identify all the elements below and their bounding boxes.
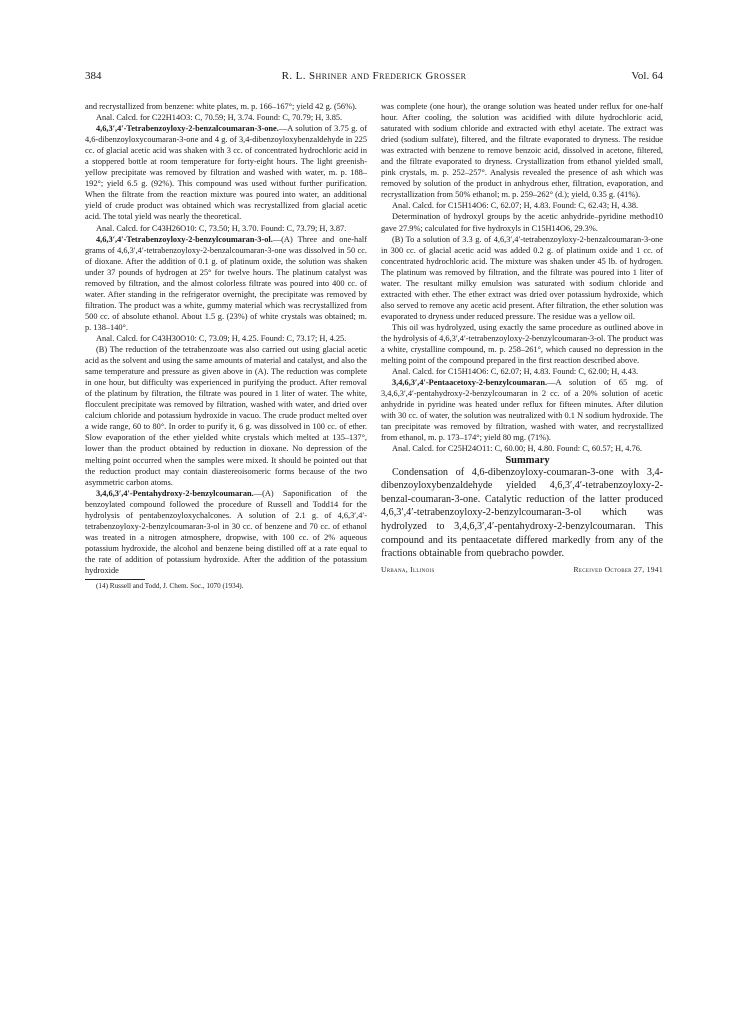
paragraph: [85, 123, 367, 222]
paragraph: and recrystallized from benzene: white plates, m. p. 166–167°; yield 42 g. (56%).: [85, 102, 357, 111]
running-header: [85, 70, 663, 86]
paragraph: [85, 234, 367, 333]
footnote-rule: [85, 579, 145, 580]
paragraph: This oil was hydrolyzed, using exactly the same procedure as outlined above in the hydrolysis of 4,6,3′,4′-tetrabenzoyloxy-2-benzylcoumaran-3-ol. The product was a white, crystalline compound, m. p. 258–261°, which caused no depression in the melting point of the compound prepared in the first reaction described above.: [381, 322, 664, 366]
right-column: [381, 101, 663, 576]
paragraph: was complete (one hour), the orange solution was heated under reflux for one-half hour. After cooling, the solution was acidified with dilute hydrochloric acid, saturated with sodium chloride and extracted with ethyl acetate. The extract was dried (sodium sulfate), filtered, and the filtrate evaporated to dryness. The residue was extracted with benzene to remove benzoic acid, dissolved in acetone, filtered, and the filtrate evaporated to dryness. Crystallization from ethanol yielded small, pink crystals, m. p. 252–257°. Analysis revealed the presence of ash which was removed by solution of the product in anhydrous ether, filtration, evaporation, and recrystallization from 50% ethanol; m. p. 259–262° (d.); yield, 0.35 g. (41%).: [381, 102, 663, 200]
volume-label: Vol. 64: [631, 70, 663, 82]
summary-text: Condensation of 4,6-dibenzoyloxy-coumaran-3-one with 3,4-dibenzoyloxybenzaldehyde yielded 4,6,3′,4′-tetrabenzoyloxy-2-benzal-coumaran-3-one. Catalytic reduction of the latter produced 4,6,3′,4′-tetrabenzoyloxy-2-benzylcoumaran-3-ol which was hydrolyzed to 3,4,6,3′,4′-pentahydroxy-2-benzylcoumaran. This compound and its pentaacetate differed markedly from any of the fractions obtainable from quebracho powder.: [381, 466, 663, 560]
analysis-paragraph: Anal. Calcd. for C15H14O6: C, 62.07; H, 4.83. Found: C, 62.00; H, 4.43.: [392, 367, 639, 377]
footnote: (14) Russell and Todd, J. Chem. Soc., 1070 (1934).: [96, 582, 244, 591]
running-title: R. L. Shriner and Frederick Grosser: [281, 70, 467, 82]
left-column: [85, 101, 367, 591]
analysis-paragraph: Anal. Calcd. for C43H26O10: C, 73.50; H, 3.70. Found: C, 73.79; H, 3.87.: [96, 223, 347, 233]
paragraph-body: —A solution of 3.75 g. of 4,6-dibenzoyloxycoumaran-3-one and 4 g. of 3,4-dibenzoyloxybenzaldehyde in 225 cc. of glacial acetic acid was shaken with 3 cc. of concentrated hydrochloric acid in a stoppered bottle at room temperature for forty-eight hours. The light greenish-yellow precipitate was removed by filtration and washed with water, m. p. 188–192°; yield 6.5 g. (92%). This compound was used without further purification. When the filtrate from the reaction mixture was poured into water, an additional yield of crude product was obtained which was recrystallized from glacial acetic acid. The total yield was nearly the theoretical.: [85, 124, 367, 222]
summary-heading: Summary: [505, 454, 550, 466]
analysis-paragraph: Anal. Calcd. for C15H14O6: C, 62.07; H, 4.83. Found: C, 62.43; H, 4.38.: [392, 201, 639, 211]
compound-heading: 3,4,6,3′,4′-Pentahydroxy-2-benzylcoumaran.: [96, 488, 254, 498]
paragraph: [85, 488, 367, 576]
paragraph: [381, 377, 663, 443]
paragraph-body: —(A) Three and one-half grams of 4,6,3′,4′-tetrabenzoyloxy-2-benzalcoumaran-3-one was dissolved in 50 cc. of dioxane. After the addition of 0.1 g. of platinum oxide, the solution was shaken under 37 pounds of hydrogen at 25° for twelve hours. The platinum catalyst was removed by filtration, and the almost colorless filtrate was poured into 400 cc. of water. After standing in the refrigerator overnight, the precipitate was removed by filtration. The product was a white, gummy material which was recrystallized from 500 cc. of absolute ethanol. About 1.5 g. (23%) of white crystals was obtained; m. p. 138–140°.: [85, 234, 367, 332]
page-number: 384: [85, 70, 102, 82]
location: Urbana, Illinois: [381, 564, 435, 574]
received-date: Received October 27, 1941: [573, 564, 663, 574]
analysis-paragraph: Anal. Calcd. for C25H24O11: C, 60.00; H, 4.80. Found: C, 60.57; H, 4.76.: [392, 444, 642, 454]
paragraph: (B) The reduction of the tetrabenzoate was also carried out using glacial acetic acid as the solvent and using the same amounts of material and catalyst, and also the same temperature and pressure as given above in (A). The reduction was complete in one hour, but difficulty was experienced in purifying the product. After removal of the platinum by filtration, the filtrate was poured in 1 liter of water. The white, flocculent precipitate was removed by filtration, washed with water, and dried over calcium chloride and potassium hydroxide in vacuo. The crude product melted over a wide range, 60 to 80°. In order to purify it, 6 g. was dissolved in 100 cc. of ether. Slow evaporation of the ether yielded white crystals which melted at 135–137°, lower than the product obtained by reduction in dioxane. No depression of the melting point occurred when the samples were mixed. It should be pointed out that the reduction product may contain diastereoisomeric forms because of the two asymmetric carbon atoms.: [85, 345, 367, 487]
signature-line: [381, 564, 663, 576]
analysis-paragraph: Anal. Calcd. for C43H30O10: C, 73.09; H, 4.25. Found: C, 73.17; H, 4.25.: [96, 333, 347, 343]
compound-heading: 4,6,3′,4′-Tetrabenzoyloxy-2-benzalcoumaran-3-one.: [96, 124, 279, 134]
paragraph: Determination of hydroxyl groups by the acetic anhydride–pyridine method10 gave 27.9%; calculated for five hydroxyls in C15H14O6, 29.3%.: [381, 212, 663, 233]
paragraph: (B) To a solution of 3.3 g. of 4,6,3′,4′-tetrabenzoyloxy-2-benzalcoumaran-3-one in 300 cc. of glacial acetic acid was added 0.2 g. of platinum oxide and 1 cc. of concentrated hydrochloric acid. The mixture was shaken under 45 lb. of hydrogen. The platinum was removed by filtration, and the filtrate was poured into 1 liter of water. The resultant milky emulsion was saturated with sodium chloride and extracted with ether. The ether extract was dried over potassium hydroxide, which also served to remove any acetic acid present. After filtration, the ether solution was evaporated to dryness under reduced pressure. The residue was a yellow oil.: [381, 234, 663, 321]
paragraph-body: —A solution of 65 mg. of 3,4,6,3′,4′-pentahydroxy-2-benzylcoumaran in 2 cc. of a 20% solution of acetic anhydride in pyridine was heated under reflux for fifteen minutes. After dilution with 30 cc. of water, the solution was neutralized with 0.1 N sodium hydroxide. The tan precipitate was removed by filtration, washed with water, and recrystallized from ethanol, m. p. 173–174°; yield 80 mg. (71%).: [381, 378, 663, 443]
compound-heading: 3,4,6,3′,4′-Pentaacetoxy-2-benzylcoumaran.: [392, 378, 548, 388]
compound-heading: 4,6,3′,4′-Tetrabenzoyloxy-2-benzylcoumaran-3-ol.: [96, 234, 273, 244]
analysis-paragraph: Anal. Calcd. for C22H14O3: C, 70.59; H, 3.74. Found: C, 70.79; H, 3.85.: [96, 113, 343, 123]
paragraph-body: —(A) Saponification of the benzoylated compound followed the procedure of Russell and Todd14 for the hydrolysis of pentabenzoyloxychalcones. A solution of 2.1 g. of 4,6,3′,4′-tetrabenzoyloxy-2-benzylcoumaran-3-ol in 30 cc. of benzene and 70 cc. of ethanol was treated in a nitrogen atmosphere, dropwise, with 100 cc. of 2% aqueous potassium hydroxide, the alcohol and benzene being distilled off at a rate equal to the rate of addition of potassium hydroxide. After the addition of the potassium hydroxide: [85, 488, 367, 575]
